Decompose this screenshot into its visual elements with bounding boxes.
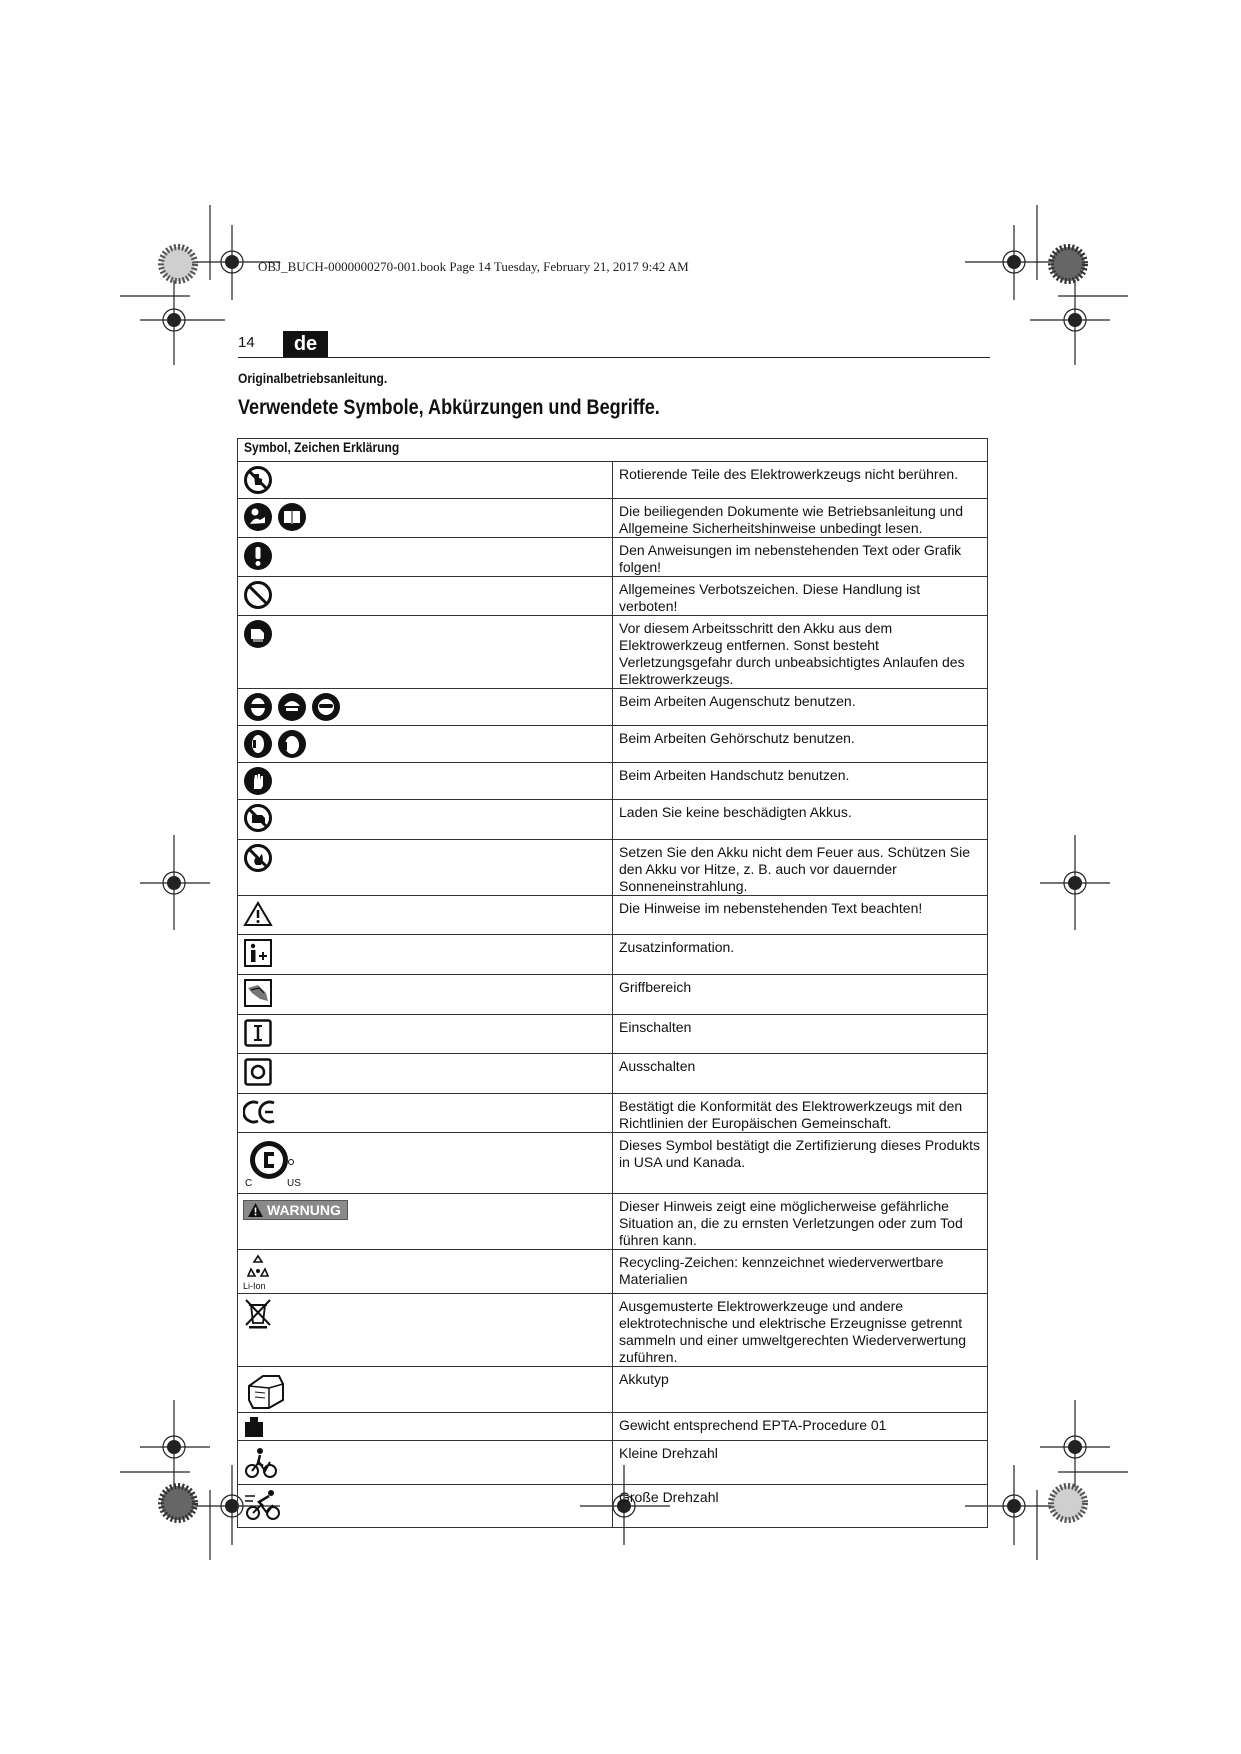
recycling-icon xyxy=(243,1253,273,1283)
table-row xyxy=(238,1294,988,1367)
info-icon xyxy=(243,938,273,968)
table-row xyxy=(238,1015,988,1054)
warning-badge-label: WARNUNG xyxy=(267,1202,341,1218)
no-touch-rotating-icon xyxy=(243,465,273,495)
warning-triangle-icon xyxy=(243,899,273,929)
table-row xyxy=(238,975,988,1015)
symbol-table xyxy=(237,438,988,1528)
row-text: Ausschalten xyxy=(613,1054,988,1094)
row-text: Vor diesem Arbeitsschritt den Akku aus dem Elektrowerkzeug entfernen. Sonst besteht Verletzungsgefahr durch unbeabsichtigtes Anlaufen des Elektrowerkzeugs. xyxy=(613,616,988,689)
table-row xyxy=(238,1250,988,1294)
row-text: Die Hinweise im nebenstehenden Text beachten! xyxy=(613,896,988,935)
battery-type-icon xyxy=(243,1370,287,1410)
table-row xyxy=(238,1441,988,1485)
table-row xyxy=(238,499,988,538)
table-row xyxy=(238,538,988,577)
switch-on-icon xyxy=(243,1018,273,1048)
ear-muffs-icon xyxy=(277,729,307,759)
table-row xyxy=(238,1194,988,1250)
row-text: Griffbereich xyxy=(613,975,988,1015)
remove-battery-icon xyxy=(243,619,273,649)
switch-off-icon xyxy=(243,1057,273,1087)
csa-c-label: C xyxy=(245,1178,253,1189)
table-row xyxy=(238,763,988,800)
manual-book-icon xyxy=(277,502,307,532)
csa-us-label: US xyxy=(287,1178,301,1189)
table-row xyxy=(238,1485,988,1528)
hand-protection-icon xyxy=(243,766,273,796)
row-text: Dieser Hinweis zeigt eine möglicherweise gefährliche Situation an, die zu ernsten Verletzungen oder zum Tod führen kann. xyxy=(613,1194,988,1250)
table-row xyxy=(238,1054,988,1094)
read-manual-icon xyxy=(243,502,273,532)
mandatory-icon xyxy=(243,541,273,571)
row-text: Den Anweisungen im nebenstehenden Text oder Grafik folgen! xyxy=(613,538,988,577)
recycle-type-label: Li-Ion xyxy=(243,1281,266,1291)
low-speed-icon xyxy=(243,1444,279,1480)
row-text: Allgemeines Verbotszeichen. Diese Handlung ist verboten! xyxy=(613,577,988,616)
table-row xyxy=(238,840,988,896)
table-row xyxy=(238,1413,988,1441)
eye-protection-icon xyxy=(243,692,273,722)
row-text: Bestätigt die Konformität des Elektrowerkzeugs mit den Richtlinien der Europäischen Gemeinschaft. xyxy=(613,1094,988,1133)
table-row xyxy=(238,1133,988,1194)
warning-triangle-small-icon xyxy=(248,1203,263,1217)
row-text: Zusatzinformation. xyxy=(613,935,988,975)
row-text: Laden Sie keine beschädigten Akkus. xyxy=(613,800,988,840)
row-text: Setzen Sie den Akku nicht dem Feuer aus. Schützen Sie den Akku vor Hitze, z. B. auch vor dauernder Sonneneinstrahlung. xyxy=(613,840,988,896)
ce-mark-icon xyxy=(243,1097,277,1127)
weee-bin-icon xyxy=(243,1297,273,1329)
row-text: Beim Arbeiten Gehörschutz benutzen. xyxy=(613,726,988,763)
section-title: Verwendete Symbole, Abkürzungen und Begriffe. xyxy=(238,396,660,419)
no-fire-battery-icon xyxy=(243,843,273,873)
table-header-row xyxy=(238,439,988,462)
table-row xyxy=(238,800,988,840)
table-row xyxy=(238,1094,988,1133)
table-row xyxy=(238,462,988,499)
row-text: Die beiliegenden Dokumente wie Betriebsanleitung und Allgemeine Sicherheitshinweise unbedingt lesen. xyxy=(613,499,988,538)
weight-icon xyxy=(243,1416,265,1438)
safety-glasses-icon xyxy=(311,692,341,722)
row-text: Einschalten xyxy=(613,1015,988,1054)
page-number: 14 xyxy=(238,334,255,351)
warning-label-icon xyxy=(243,1200,348,1220)
table-header: Symbol, Zeichen Erklärung xyxy=(238,439,988,462)
table-row xyxy=(238,935,988,975)
table-row xyxy=(238,689,988,726)
helmet-goggles-icon xyxy=(277,692,307,722)
row-text: Dieses Symbol bestätigt die Zertifizierung dieses Produkts in USA und Kanada. xyxy=(613,1133,988,1194)
table-row xyxy=(238,726,988,763)
row-text: Beim Arbeiten Augenschutz benutzen. xyxy=(613,689,988,726)
row-text: Beim Arbeiten Handschutz benutzen. xyxy=(613,763,988,800)
table-row xyxy=(238,616,988,689)
prohibition-icon xyxy=(243,580,273,610)
table-row xyxy=(238,577,988,616)
table-row xyxy=(238,896,988,935)
high-speed-icon xyxy=(243,1488,283,1522)
row-text: Recycling-Zeichen: kennzeichnet wiederverwertbare Materialien xyxy=(613,1250,988,1294)
header-rule xyxy=(238,357,990,358)
book-header: OBJ_BUCH-0000000270-001.book Page 14 Tuesday, February 21, 2017 9:42 AM xyxy=(258,259,689,274)
row-text: Akkutyp xyxy=(613,1367,988,1413)
language-badge: de xyxy=(283,331,328,357)
table-row xyxy=(238,1367,988,1413)
no-damaged-battery-icon xyxy=(243,803,273,833)
grip-area-icon xyxy=(243,978,273,1008)
row-text: Große Drehzahl xyxy=(613,1485,988,1528)
row-text: Rotierende Teile des Elektrowerkzeugs nicht berühren. xyxy=(613,462,988,499)
ear-protection-icon xyxy=(243,729,273,759)
row-text: Ausgemusterte Elektrowerkzeuge und andere elektrotechnische und elektrische Erzeugnisse getrennt sammeln und einer umweltgerechten Wiederverwertung zuführen. xyxy=(613,1294,988,1367)
row-text: Gewicht entsprechend EPTA-Procedure 01 xyxy=(613,1413,988,1441)
document-type: Originalbetriebsanleitung. xyxy=(238,370,388,386)
row-text: Kleine Drehzahl xyxy=(613,1441,988,1485)
